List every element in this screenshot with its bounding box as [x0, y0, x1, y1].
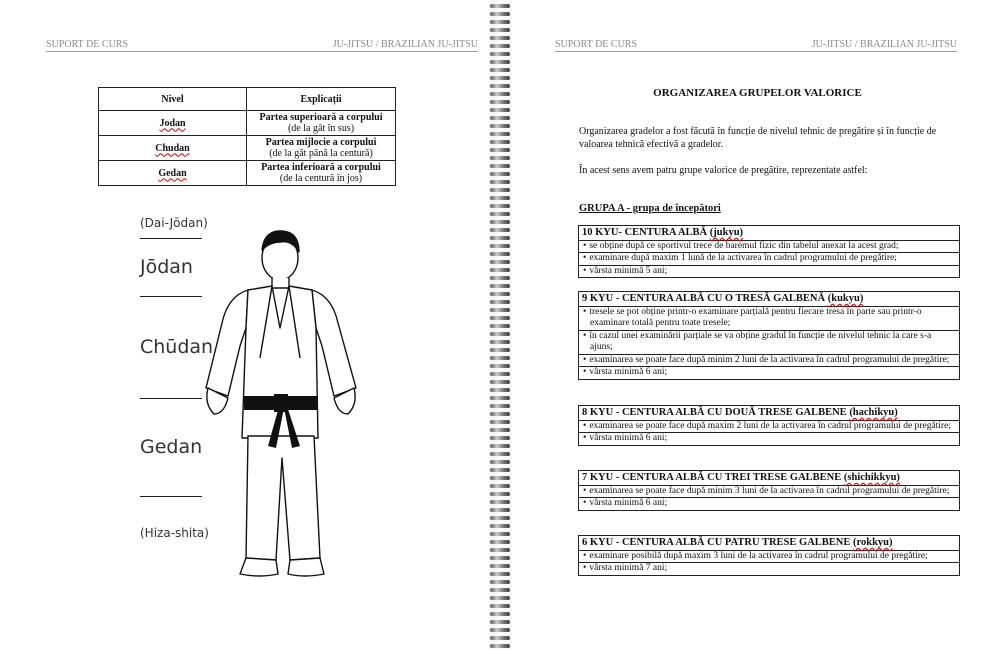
spiral-coil — [490, 228, 510, 232]
grade-name: 9 KYU - CENTURA ALBĂ CU O TRESĂ GALBENĂ — [582, 293, 826, 304]
spiral-coil — [490, 548, 510, 552]
spiral-coil — [490, 268, 510, 272]
header-right: JU-JITSU / BRAZILIAN JU-JITSU — [332, 39, 478, 50]
label-chudan: Chūdan — [140, 336, 214, 358]
spiral-coil — [490, 68, 510, 72]
spiral-coil — [490, 12, 510, 16]
spiral-coil — [490, 220, 510, 224]
spiral-coil — [490, 572, 510, 576]
spiral-coil — [490, 412, 510, 416]
grade-title — [579, 226, 959, 241]
list-item: • vârsta minimă 6 ani; — [579, 498, 959, 510]
spiral-coil — [490, 204, 510, 208]
spiral-coil — [490, 468, 510, 472]
spiral-coil — [490, 196, 510, 200]
spiral-coil — [490, 356, 510, 360]
spiral-coil — [490, 188, 510, 192]
list-item: • în cazul unei examinării parțiale se va obține gradul în funcție de nivelul tehnic la care s-a ajuns; — [579, 331, 959, 355]
divider-line — [140, 398, 202, 399]
level-title: Partea superioară a corpului — [259, 112, 383, 123]
spiral-coil — [490, 284, 510, 288]
spiral-coil — [490, 644, 510, 648]
spiral-coil — [490, 484, 510, 488]
spiral-coil — [490, 428, 510, 432]
spiral-coil — [490, 532, 510, 536]
level-detail: (de la centură în jos) — [279, 173, 363, 184]
list-item: • examinare după maxim 1 lună de la activarea în cadrul programului de pregătire; — [579, 253, 959, 266]
spiral-coil — [490, 148, 510, 152]
spiral-coil — [490, 636, 510, 640]
spiral-coil — [490, 524, 510, 528]
grade-kyu: (jukyu) — [709, 227, 744, 238]
spiral-coil — [490, 276, 510, 280]
label-dai-jodan: (Dai-Jōdan) — [140, 216, 208, 230]
level-name: Jodan — [99, 111, 247, 136]
spiral-coil — [490, 28, 510, 32]
grade-kyu: (kukyu) — [827, 293, 864, 304]
group-title: GRUPA A - grupa de începători — [579, 203, 721, 214]
grade-name: 10 KYU- CENTURA ALBĂ — [582, 227, 708, 238]
grade-kyu: (shichikkyu) — [843, 472, 900, 483]
spiral-coil — [490, 132, 510, 136]
list-item: • vârsta minimă 7 ani; — [579, 563, 959, 575]
spiral-coil — [490, 388, 510, 392]
spiral-coil — [490, 60, 510, 64]
spiral-coil — [490, 212, 510, 216]
list-item: • se obține după ce sportivul trece de baremul fizic din tabelul anexat la acest grad; — [579, 241, 959, 254]
spiral-coil — [490, 316, 510, 320]
grade-kyu: (hachikyu) — [849, 407, 898, 418]
list-item: • tresele se pot obține printr-o examinare parțială pentru fiecare tresa în parte sau printr-o examinare totală pentru toate tresele; — [579, 307, 959, 331]
page-header — [555, 39, 957, 52]
spiral-coil — [490, 100, 510, 104]
spiral-coil — [490, 508, 510, 512]
spiral-coil — [490, 620, 510, 624]
spiral-coil — [490, 156, 510, 160]
list-item: • vârsta minimă 6 ani; — [579, 433, 959, 445]
list-item: • examinarea se poate face după maxim 2 luni de la activarea în cadrul programului de pregătire; — [579, 421, 959, 434]
label-hiza-shita: (Hiza-shita) — [140, 526, 209, 540]
spiral-coil — [490, 260, 510, 264]
level-explanation — [247, 111, 396, 136]
spiral-coil — [490, 236, 510, 240]
level-title: Partea mijlocie a corpului — [265, 137, 377, 148]
grade-title — [579, 471, 959, 486]
grade-title — [579, 292, 959, 307]
spiral-coil — [490, 404, 510, 408]
spiral-coil — [490, 44, 510, 48]
spiral-coil — [490, 500, 510, 504]
grade-kyu: (rokkyu) — [853, 537, 893, 548]
spiral-coil — [490, 332, 510, 336]
grade-box-10kyu — [578, 225, 960, 278]
spiral-coil — [490, 492, 510, 496]
spiral-coil — [490, 436, 510, 440]
divider-line — [140, 238, 202, 239]
spiral-coil — [490, 476, 510, 480]
spiral-coil — [490, 348, 510, 352]
level-name: Gedan — [99, 161, 247, 186]
spiral-coil — [490, 564, 510, 568]
grade-name: 8 KYU - CENTURA ALBĂ CU DOUĂ TRESE GALBENE — [582, 407, 847, 418]
spiral-coil — [490, 180, 510, 184]
intro-text-2: În acest sens avem patru grupe valorice de pregătire, reprezentate astfel: — [579, 165, 868, 176]
spiral-coil — [490, 612, 510, 616]
label-jodan: Jōdan — [140, 256, 193, 278]
spiral-coil — [490, 372, 510, 376]
spiral-coil — [490, 108, 510, 112]
spiral-coil — [490, 116, 510, 120]
intro-paragraph — [555, 164, 960, 177]
grade-box-7kyu — [578, 470, 960, 511]
spiral-coil — [490, 380, 510, 384]
spiral-coil — [490, 164, 510, 168]
spiral-coil — [490, 396, 510, 400]
divider-line — [140, 496, 202, 497]
header-right: JU-JITSU / BRAZILIAN JU-JITSU — [811, 39, 957, 50]
spiral-coil — [490, 420, 510, 424]
table-header-level: Nivel — [99, 88, 247, 111]
level-detail: (de la gât în sus) — [287, 123, 355, 134]
table-row — [99, 136, 396, 161]
list-item: • examinare posibilă după maxim 3 luni de la activarea în cadrul programului de pregătire; — [579, 551, 959, 564]
list-item: • vârsta minimă 6 ani; — [579, 367, 959, 379]
spiral-coil — [490, 36, 510, 40]
level-explanation — [247, 136, 396, 161]
level-title: Partea inferioară a corpului — [261, 162, 381, 173]
spiral-coil — [490, 628, 510, 632]
list-item: • examinarea se poate face după minim 3 luni de la activarea în cadrul programului de pregătire; — [579, 486, 959, 499]
intro-paragraph — [555, 125, 960, 151]
level-explanation — [247, 161, 396, 186]
table-header-explanation: Explicații — [247, 88, 396, 111]
spiral-coil — [490, 460, 510, 464]
spiral-coil — [490, 124, 510, 128]
spiral-coil — [490, 308, 510, 312]
spiral-coil — [490, 556, 510, 560]
spiral-binding — [488, 0, 512, 650]
list-item: • vârsta minimă 5 ani; — [579, 266, 959, 278]
page-header — [46, 39, 478, 52]
level-detail: (de la gât până la centură) — [269, 148, 373, 159]
divider-line — [140, 296, 202, 297]
judoka-figure-illustration — [200, 228, 365, 598]
spiral-coil — [490, 84, 510, 88]
spiral-coil — [490, 364, 510, 368]
list-item: • examinarea se poate face după minim 2 luni de la activarea în cadrul programului de pregătire; — [579, 355, 959, 368]
level-name: Chudan — [99, 136, 247, 161]
spiral-coil — [490, 540, 510, 544]
grade-box-6kyu — [578, 535, 960, 576]
table-row — [99, 111, 396, 136]
spiral-coil — [490, 452, 510, 456]
spiral-coil — [490, 292, 510, 296]
spiral-coil — [490, 580, 510, 584]
spiral-coil — [490, 92, 510, 96]
grade-title — [579, 406, 959, 421]
spiral-coil — [490, 604, 510, 608]
spiral-coil — [490, 340, 510, 344]
table-row — [99, 161, 396, 186]
grade-box-8kyu — [578, 405, 960, 446]
spiral-coil — [490, 596, 510, 600]
spiral-coil — [490, 172, 510, 176]
label-gedan: Gedan — [140, 436, 203, 458]
levels-table — [98, 87, 396, 186]
spiral-coil — [490, 20, 510, 24]
header-left: SUPORT DE CURS — [555, 39, 638, 50]
spiral-coil — [490, 252, 510, 256]
spiral-coil — [490, 300, 510, 304]
spiral-coil — [490, 516, 510, 520]
grade-name: 7 KYU - CENTURA ALBĂ CU TREI TRESE GALBENE — [582, 472, 842, 483]
spiral-coil — [490, 444, 510, 448]
spiral-coil — [490, 324, 510, 328]
grade-name: 6 KYU - CENTURA ALBĂ CU PATRU TRESE GALBENE — [582, 537, 851, 548]
spiral-coil — [490, 52, 510, 56]
spiral-coil — [490, 244, 510, 248]
grade-box-9kyu — [578, 291, 960, 380]
intro-text-1: Organizarea gradelor a fost făcută în funcție de nivelul tehnic de pregătire și în funcție de valoarea tehnică efectivă a gradelor. — [579, 126, 937, 150]
grade-title — [579, 536, 959, 551]
spiral-coil — [490, 588, 510, 592]
spiral-coil — [490, 4, 510, 8]
header-left: SUPORT DE CURS — [46, 39, 129, 50]
spiral-coil — [490, 76, 510, 80]
section-title: ORGANIZAREA GRUPELOR VALORICE — [653, 87, 862, 99]
spiral-coil — [490, 140, 510, 144]
